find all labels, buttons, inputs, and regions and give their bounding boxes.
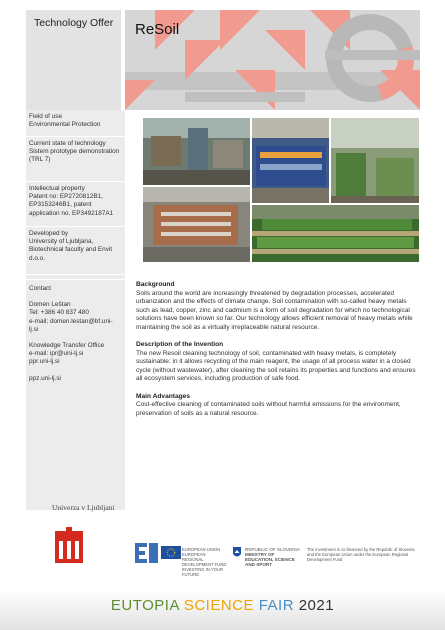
kto-web-2[interactable]: ppz.uni-lj.si: [29, 374, 61, 382]
photo-plant-trays: [252, 205, 419, 262]
eu-line-3: INVESTING IN YOUR FUTURE: [182, 567, 224, 577]
photo-soil-plant: [143, 118, 250, 185]
contact-label: Contact: [29, 285, 52, 292]
eu-text: [182, 547, 228, 577]
contact-name: Domen Leštan: [29, 301, 71, 309]
ministry-line-2: MINISTRY OF EDUCATION, SCIENCE AND SPORT: [245, 552, 295, 567]
field-of-use-section: [29, 113, 121, 129]
background-heading: Background: [136, 281, 175, 288]
eu-flag: [161, 546, 181, 559]
photo-greenhouse: [331, 118, 419, 203]
current-state-section: [29, 140, 121, 165]
divider: [26, 181, 125, 182]
fair-word-year: 2021: [298, 597, 335, 614]
field-of-use-label: Field of use: [29, 113, 63, 120]
photo-filter-press: [252, 118, 329, 203]
photo-processing-line: [143, 187, 250, 262]
field-of-use-value: Environmental Protection: [29, 121, 101, 129]
kto-email[interactable]: e-mail: ipr@uni-lj.si: [29, 350, 84, 358]
developer-section: [29, 230, 121, 263]
background-text: Soils around the world are increasingly threatened by degradation processes, accelerated urbanization and the effects of climate change. Soil contamination with so-called heavy metals such as lead, copper, zinc and cadmium is a form of soil degradation for which no technological solutions have been known so far. Our technology allows efficient removal of heavy metals while maintaining the soil as a virtually irreplaceable natural resource.: [136, 289, 413, 331]
developer-value: University of Ljubljana, Biotechnical faculty and Envit d.o.o.: [29, 238, 113, 262]
eu-line-1: EUROPEAN UNION: [182, 547, 221, 552]
contact-tel: Tel: +386 40 837 480: [29, 309, 89, 317]
invention-heading: Description of the Invention: [136, 341, 224, 348]
ip-label: Intellectual property: [29, 185, 85, 192]
advantages-text: Cost-effective cleaning of contaminated soils without harmful emissions for the environment, preservation of soils as a natural resource.: [136, 401, 401, 417]
ministry-line-1: REPUBLIC OF SLOVENIA: [245, 547, 300, 552]
fair-word-science: SCIENCE: [183, 597, 255, 614]
eu-logo-mark: [133, 541, 159, 565]
current-state-value: Sistem prototype demonstration (TRL 7): [29, 148, 120, 164]
eutopia-science-fair-title: [0, 597, 445, 614]
divider: [26, 274, 125, 275]
current-state-label: Current state of technology: [29, 140, 106, 147]
ip-value: Patent no: EP2720812B1, EP3153246B1, patent application no. EP3492187A1: [29, 193, 114, 217]
description-content: [136, 281, 418, 418]
fair-word-fair: FAIR: [258, 597, 295, 614]
cofinance-text: The investment is co-financed by the Republic of Slovenia and the European Union under the European Regional Development Fund: [307, 547, 415, 562]
technology-offer-tag: Technology Offer: [34, 17, 114, 29]
page-title: ReSoil: [135, 21, 180, 38]
kto-web[interactable]: ppr.uni-lj.si: [29, 358, 60, 366]
advantages-heading: Main Advantages: [136, 392, 190, 400]
divider: [26, 136, 125, 137]
sidebar: [26, 110, 125, 510]
ip-section: [29, 185, 121, 218]
developer-label: Developed by: [29, 230, 69, 237]
contact-section: [29, 285, 121, 383]
slovenia-coat-of-arms: [233, 546, 241, 558]
fair-word-eutopia: EUTOPIA: [110, 597, 180, 614]
kto-label: Knowledge Transfer Office: [29, 342, 105, 350]
university-logo: [53, 527, 85, 565]
eu-line-2: EUROPEAN REGIONAL DEVELOPMENT FUND: [182, 552, 227, 567]
university-name: Univerza v Ljubljani: [52, 503, 115, 512]
invention-text: The new Resoil cleaning technology of soil, contaminated with heavy metals, is completely sustainable: in it allows recycling of the main reagent, the usage of all process water in a closed cycle (without wastewater), after cleaning the soil retains its properties and functions and ensures all ecosystem services, including production of safe food.: [136, 349, 416, 382]
ministry-text: [245, 547, 301, 567]
divider: [26, 226, 125, 227]
header-label-box: [26, 10, 121, 110]
divider: [26, 279, 125, 280]
contact-email[interactable]: e-mail; domen.lestan@bf.uni-lj.si: [29, 317, 113, 333]
header-banner: [125, 10, 420, 110]
